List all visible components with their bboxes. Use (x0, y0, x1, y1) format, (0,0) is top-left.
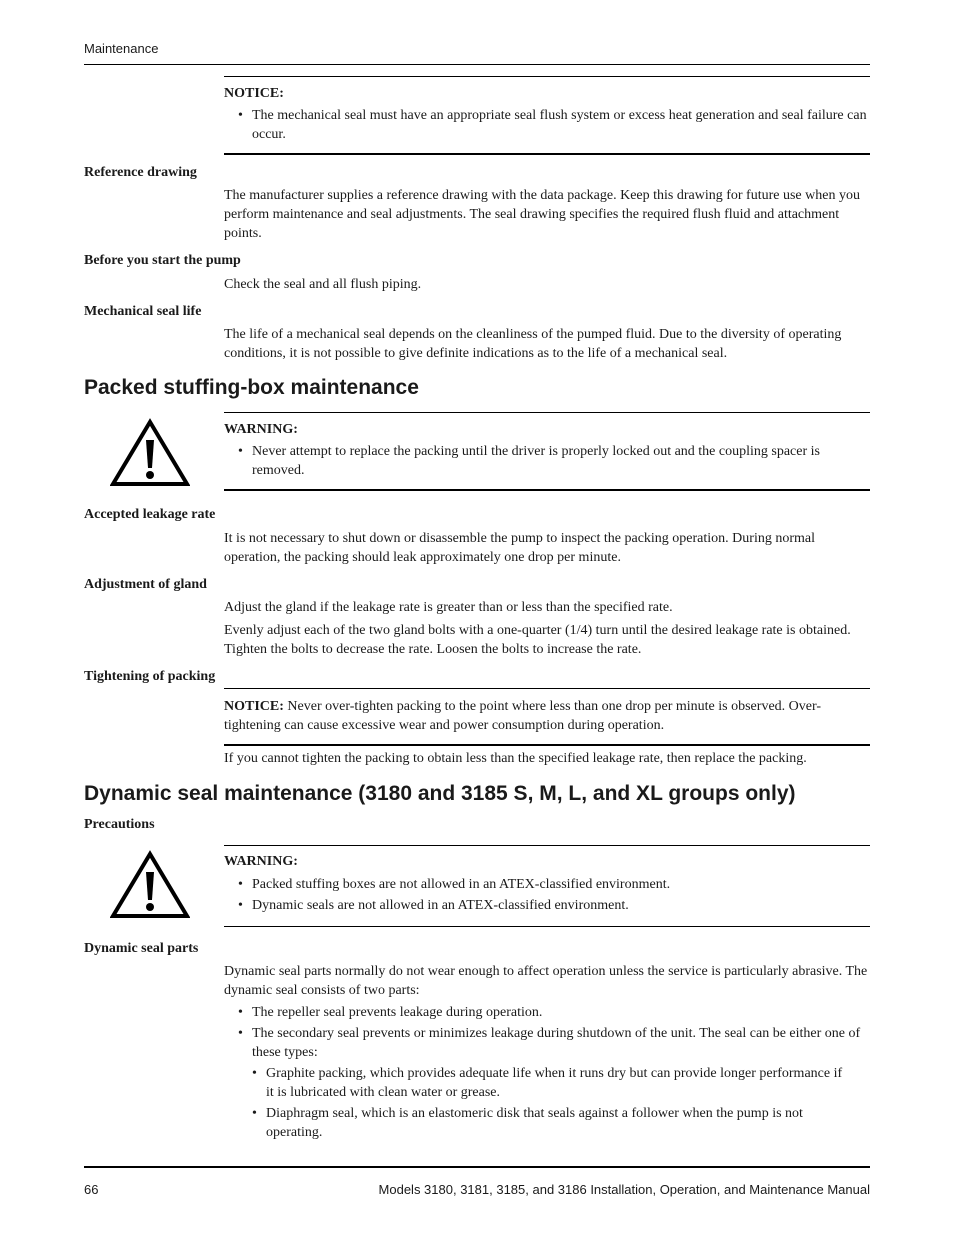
dyn-parts-label: Dynamic seal parts (84, 941, 199, 956)
reference-drawing-text: The manufacturer supplies a reference drawing with the data package. Keep this drawing for future use when you perform maintenance and seal adjustments. The seal drawing specifies the required flush fluid and attachment points. (224, 188, 860, 241)
tightening-notice-bottom-rule (224, 744, 870, 746)
gland-text-1: Adjust the gland if the leakage rate is greater than or less than the specified rate. (224, 600, 673, 615)
dyn-parts-bullet-text: The repeller seal prevents leakage during operation. (252, 1005, 543, 1020)
tightening-notice-title: NOTICE: (224, 699, 284, 714)
leakage-label: Accepted leakage rate (84, 507, 216, 522)
section-heading-packed: Packed stuffing-box maintenance (84, 376, 419, 399)
tightening-notice (224, 697, 870, 735)
dyn-parts-bullet: • The repeller seal prevents leakage during operation. (238, 1003, 870, 1022)
leakage-text: It is not necessary to shut down or disassemble the pump to inspect the packing operation. During normal operation, the packing should leak approximately one drop per minute. (224, 531, 815, 565)
notice-bullet: • The mechanical seal must have an appropriate seal flush system or excess heat generation and seal failure can occur. (238, 106, 870, 144)
notice-bullet-text: The mechanical seal must have an appropriate seal flush system or excess heat generation and seal failure can occur. (252, 108, 867, 142)
header-rule (84, 64, 870, 65)
warning-triangle-icon (110, 850, 190, 920)
dyn-parts-sub-bullet: • Diaphragm seal, which is an elastomeric disk that seals against a follower when the pump is not operating. (252, 1104, 852, 1142)
tightening-notice-top-rule (224, 688, 870, 689)
notice-title: NOTICE: (224, 86, 284, 101)
seal-life-label: Mechanical seal life (84, 304, 202, 319)
warning2-bottom-rule (224, 926, 870, 927)
before-start-text: Check the seal and all flush piping. (224, 277, 422, 292)
warning-bullet-text: Never attempt to replace the packing until the driver is properly locked out and the coupling spacer is removed. (252, 444, 820, 478)
tightening-label: Tightening of packing (84, 669, 216, 684)
reference-drawing-label: Reference drawing (84, 165, 197, 180)
footer-title: Models 3180, 3181, 3185, and 3186 Installation, Operation, and Maintenance Manual (378, 1182, 870, 1197)
warning-bullet: • Never attempt to replace the packing until the driver is properly locked out and the coupling spacer is removed. (238, 442, 870, 480)
tightening-after-text: If you cannot tighten the packing to obtain less than the specified leakage rate, then replace the packing. (224, 751, 807, 766)
tightening-notice-text: Never over-tighten packing to the point where less than one drop per minute is observed. Over-tightening can cause excessive wear and power consumption during operation. (224, 699, 822, 733)
dyn-parts-sub-bullet: • Graphite packing, which provides adequate life when it runs dry but can provide longer performance if it is lubricated with clean water or grease. (252, 1064, 852, 1102)
warning-top-rule (224, 412, 870, 413)
running-header: Maintenance (84, 41, 159, 56)
page-number: 66 (84, 1182, 99, 1197)
warning2-bullet-text: Dynamic seals are not allowed in an ATEX-classified environment. (252, 898, 629, 913)
notice-top-rule (224, 76, 870, 77)
dyn-parts-bullet: • The secondary seal prevents or minimizes leakage during shutdown of the unit. The seal can be either one of these types: (238, 1024, 870, 1062)
before-start-label: Before you start the pump (84, 253, 241, 268)
gland-label: Adjustment of gland (84, 577, 207, 592)
warning2-bullet: • Packed stuffing boxes are not allowed in an ATEX-classified environment. (238, 875, 870, 894)
warning2-top-rule (224, 845, 870, 846)
precautions-label: Precautions (84, 817, 155, 832)
warning2-bullet: • Dynamic seals are not allowed in an ATEX-classified environment. (238, 896, 870, 915)
warning-bottom-rule (224, 489, 870, 491)
dyn-parts-text: Dynamic seal parts normally do not wear enough to affect operation unless the service is particularly abrasive. The dynamic seal consists of two parts: (224, 964, 868, 998)
notice-bottom-rule (224, 153, 870, 155)
footer-rule (84, 1166, 870, 1168)
dyn-parts-sub-bullet-text: Diaphragm seal, which is an elastomeric disk that seals against a follower when the pump is not operating. (266, 1106, 803, 1140)
dyn-parts-bullet-text: The secondary seal prevents or minimizes leakage during shutdown of the unit. The seal can be either one of these types: (252, 1026, 861, 1060)
gland-text-2: Evenly adjust each of the two gland bolts with a one-quarter (1/4) turn until the desired leakage rate is obtained. Tighten the bolts to decrease the rate. Loosen the bolts to increase the rate. (224, 623, 851, 657)
warning2-title: WARNING: (224, 854, 298, 869)
warning-triangle-icon (110, 418, 190, 488)
seal-life-text: The life of a mechanical seal depends on the cleanliness of the pumped fluid. Due to the diversity of operating conditions, it is not possible to give definite indications as to the life of a mechanical seal. (224, 327, 842, 361)
warning-title: WARNING: (224, 422, 298, 437)
warning2-bullet-text: Packed stuffing boxes are not allowed in an ATEX-classified environment. (252, 877, 671, 892)
section-heading-dynamic: Dynamic seal maintenance (3180 and 3185 S, M, L, and XL groups only) (84, 782, 796, 805)
dyn-parts-sub-bullet-text: Graphite packing, which provides adequate life when it runs dry but can provide longer performance if it is lubricated with clean water or grease. (266, 1066, 843, 1100)
